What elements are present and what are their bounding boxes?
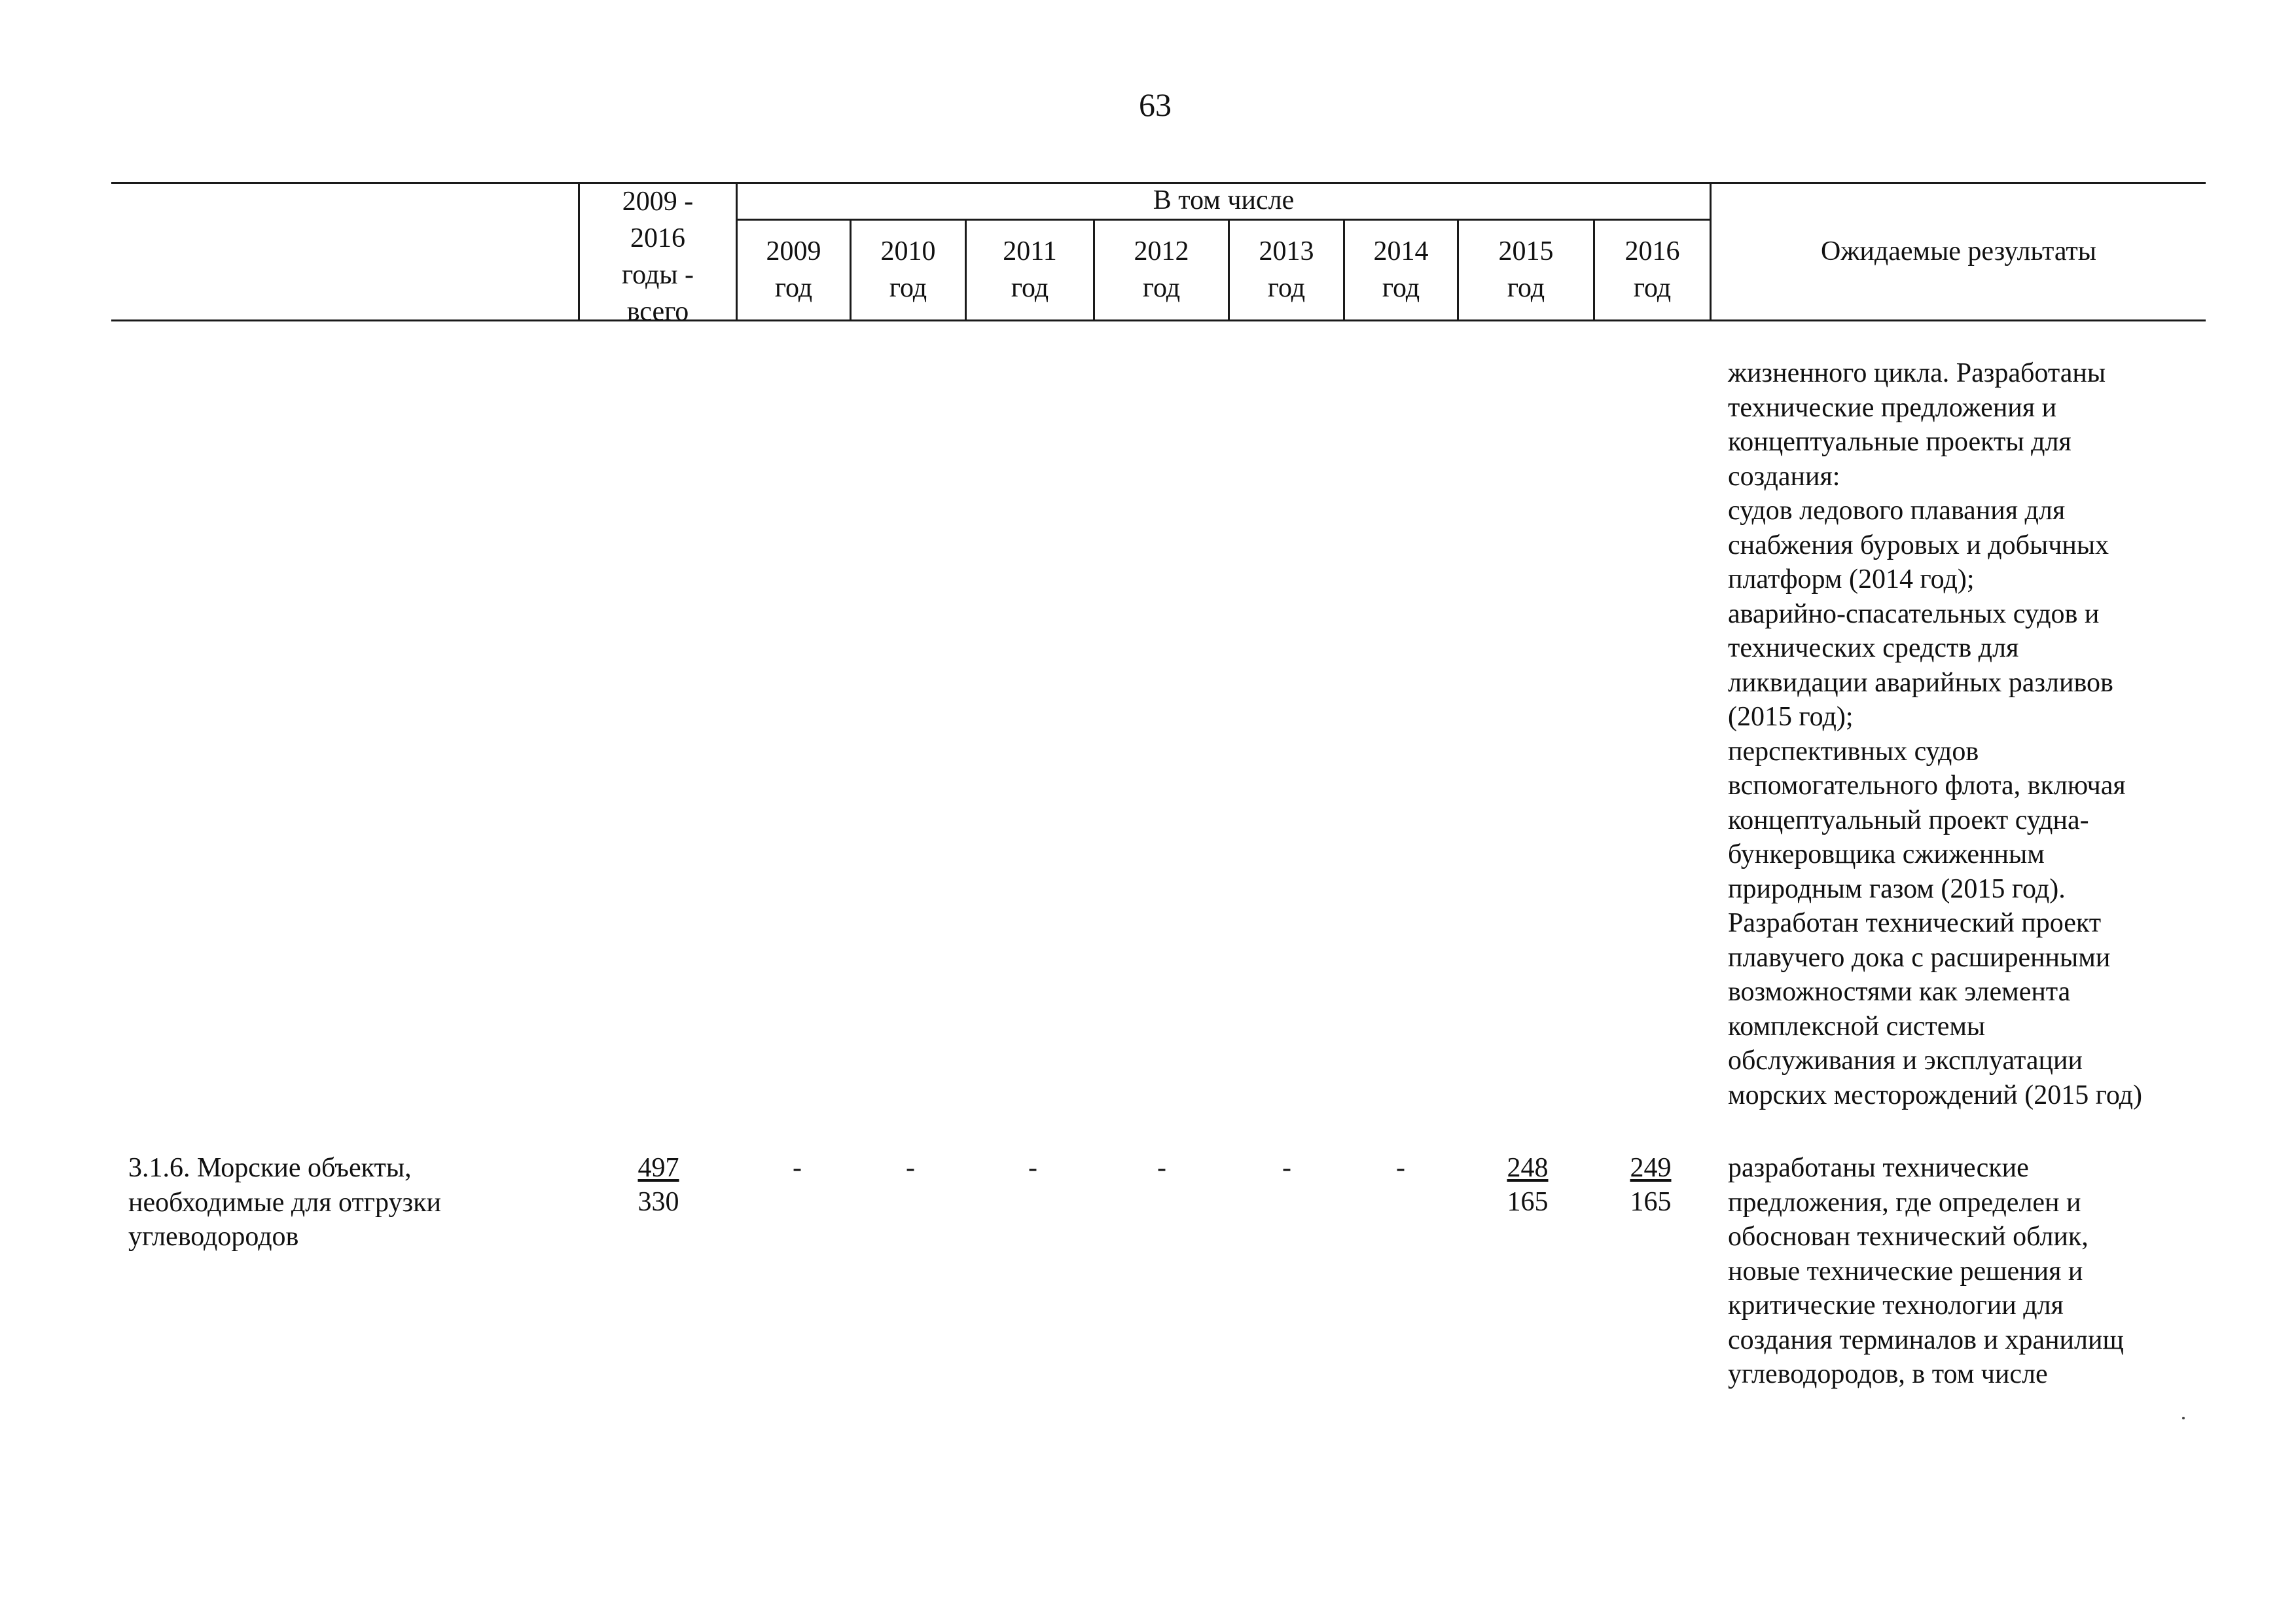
- row-316-2014: -: [1396, 1153, 1405, 1183]
- year-unit: год: [1382, 273, 1420, 303]
- header-total-line: 2009 -: [622, 187, 694, 217]
- text-line: жизненного цикла. Разработаны: [1728, 358, 2106, 388]
- text-line: снабжения буровых и добычных: [1728, 530, 2109, 560]
- row-316-2015: [1488, 1151, 1567, 1219]
- year-label: 2009: [766, 236, 821, 266]
- page-number: 63: [1139, 86, 1172, 123]
- text-line: предложения, где определен и: [1728, 1187, 2081, 1218]
- year-unit: год: [1011, 273, 1049, 303]
- row-316-2010: -: [906, 1153, 915, 1183]
- header-total-label: [580, 183, 736, 330]
- year-label: 2016: [1624, 236, 1680, 266]
- year-unit: год: [1267, 273, 1306, 303]
- header-total-line: всего: [626, 297, 689, 327]
- text-line: новые технические решения и: [1728, 1256, 2083, 1286]
- header-total-line: годы -: [621, 260, 694, 290]
- header-year-2015: [1459, 233, 1593, 306]
- year-label: 2013: [1259, 236, 1314, 266]
- text-line: аварийно-спасательных судов и: [1728, 598, 2100, 629]
- row-316-2009: -: [793, 1153, 802, 1183]
- year-label: 2010: [880, 236, 936, 266]
- group-divider-rule: [736, 219, 1711, 221]
- text-line: концептуальный проект судна-: [1728, 805, 2089, 835]
- value-top: 249: [1630, 1153, 1672, 1183]
- year-label: 2014: [1373, 236, 1429, 266]
- text-line: углеводородов: [128, 1222, 299, 1252]
- text-line: комплексной системы: [1728, 1011, 1986, 1042]
- text-line: возможностями как элемента: [1728, 977, 2071, 1007]
- row-316-total: [619, 1151, 698, 1219]
- header-year-2016: [1595, 233, 1710, 306]
- text-line: морских месторождений (2015 год): [1728, 1080, 2143, 1110]
- header-year-2013: [1230, 233, 1343, 306]
- year-unit: год: [1142, 273, 1181, 303]
- year-unit: год: [889, 273, 927, 303]
- header-year-2012: [1095, 233, 1228, 306]
- text-line: обслуживания и эксплуатации: [1728, 1046, 2083, 1076]
- value-bottom: 330: [637, 1187, 679, 1217]
- row-316-2012: -: [1157, 1153, 1166, 1183]
- year-unit: год: [1633, 273, 1672, 303]
- header-bottom-rule: [111, 319, 2206, 321]
- header-total-line: 2016: [630, 223, 685, 253]
- value-top: 497: [637, 1153, 679, 1183]
- text-line: критические технологии для: [1728, 1290, 2064, 1321]
- header-results-label: Ожидаемые результаты: [1821, 236, 2096, 266]
- value-bottom: 165: [1507, 1187, 1549, 1217]
- text-line: концептуальные проекты для: [1728, 427, 2072, 457]
- text-line: обоснован технический облик,: [1728, 1222, 2089, 1252]
- text-line: создания терминалов и хранилищ: [1728, 1324, 2124, 1355]
- value-top: 248: [1507, 1153, 1549, 1183]
- header-year-2014: [1345, 233, 1457, 306]
- header-year-2009: [738, 233, 850, 306]
- text-line: (2015 год);: [1728, 702, 1854, 732]
- header-year-2011: [967, 233, 1093, 306]
- text-line: углеводородов, в том числе: [1728, 1359, 2048, 1389]
- scan-speck: [2182, 1417, 2185, 1419]
- text-line: платформ (2014 год);: [1728, 564, 1975, 594]
- text-line: технических средств для: [1728, 633, 2019, 663]
- continued-results-text: [1728, 356, 2142, 1112]
- text-line: необходимые для отгрузки: [128, 1187, 441, 1218]
- value-bottom: 165: [1630, 1187, 1672, 1217]
- text-line: ликвидации аварийных разливов: [1728, 667, 2113, 698]
- text-line: природным газом (2015 год).: [1728, 873, 2066, 904]
- year-label: 2011: [1003, 236, 1057, 266]
- text-line: бункеровщика сжиженным: [1728, 839, 2045, 869]
- header-year-2010: [852, 233, 965, 306]
- row-316-name: [128, 1151, 441, 1254]
- text-line: разработаны технические: [1728, 1153, 2029, 1183]
- text-line: создания:: [1728, 461, 1840, 492]
- year-label: 2012: [1134, 236, 1189, 266]
- row-316-2013: -: [1282, 1153, 1291, 1183]
- row-316-2016: [1611, 1151, 1690, 1219]
- text-line: перспективных судов: [1728, 736, 1979, 767]
- text-line: вспомогательного флота, включая: [1728, 771, 2126, 801]
- text-line: технические предложения и: [1728, 392, 2057, 423]
- text-line: судов ледового плавания для: [1728, 496, 2066, 526]
- row-316-results: [1728, 1151, 2124, 1392]
- text-line: плавучего дока с расширенными: [1728, 942, 2111, 973]
- header-group-label: В том числе: [1153, 185, 1295, 215]
- year-label: 2015: [1498, 236, 1554, 266]
- text-line: Разработан технический проект: [1728, 908, 2102, 938]
- year-unit: год: [774, 273, 813, 303]
- row-316-2011: -: [1028, 1153, 1037, 1183]
- year-unit: год: [1507, 273, 1545, 303]
- text-line: 3.1.6. Морские объекты,: [128, 1153, 412, 1183]
